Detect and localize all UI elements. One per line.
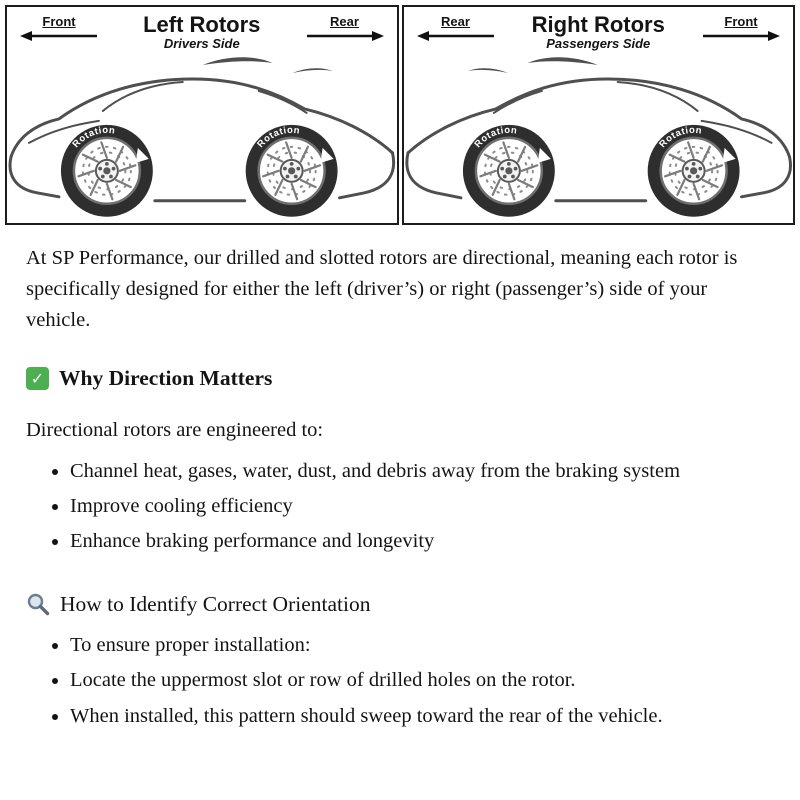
panel-title: Right Rotors — [531, 12, 665, 37]
heading-text: Why Direction Matters — [59, 366, 273, 391]
left-panel-header — [7, 7, 397, 51]
magnifier-icon — [26, 592, 50, 616]
front-label: Front — [42, 14, 76, 29]
right-arrow-icon — [701, 30, 781, 42]
benefits-list — [26, 456, 774, 557]
front-rotor — [647, 125, 739, 217]
how-to-identify-heading — [26, 588, 774, 621]
panel-subtitle: Drivers Side — [163, 36, 240, 52]
heading-text: How to Identify Correct Orientation — [60, 591, 371, 616]
rear-direction-indicator — [412, 13, 500, 42]
rear-label: Rear — [330, 14, 359, 29]
front-direction-indicator — [697, 13, 785, 42]
list-item: • Channel heat, gases, water, dust, and debris away from the braking system — [70, 456, 774, 487]
rotation-label: Rotation — [656, 124, 703, 151]
left-arrow-icon — [19, 30, 99, 42]
rotation-label: Rotation — [255, 124, 301, 151]
lead-paragraph: Directional rotors are engineered to: — [26, 419, 324, 441]
front-direction-indicator — [15, 13, 103, 42]
car-illustration-left — [7, 51, 397, 223]
left-arrow-icon — [416, 30, 496, 42]
rotor-direction-diagram — [0, 0, 800, 225]
right-panel-header — [404, 7, 794, 51]
rear-rotor — [462, 125, 554, 217]
left-panel-titles — [103, 13, 301, 51]
rear-rotor — [246, 125, 338, 217]
left-rotors-panel — [5, 5, 399, 225]
why-direction-matters-heading — [26, 362, 774, 395]
list-item: • Locate the uppermost slot or row of drilled holes on the rotor. — [70, 665, 774, 696]
rotation-label: Rotation — [471, 124, 518, 151]
check-icon: ✓ — [26, 367, 49, 390]
right-panel-titles — [500, 13, 698, 51]
orientation-list — [26, 630, 774, 731]
list-item: • Enhance braking performance and longevity — [70, 526, 774, 557]
car-illustration-right — [404, 51, 794, 223]
car-accent-swooshes — [467, 57, 597, 73]
front-label: Front — [724, 14, 758, 29]
rotation-label: Rotation — [70, 124, 116, 151]
rear-label: Rear — [441, 14, 470, 29]
article-content — [0, 225, 800, 748]
list-item: • When installed, this pattern should sweep toward the rear of the vehicle. — [70, 701, 774, 732]
right-rotors-panel — [402, 5, 796, 225]
intro-paragraph: At SP Performance, our drilled and slotted rotors are directional, meaning each rotor is specifically designed for either the left (driver’s) or right (passenger’s) side of your vehicle. — [26, 246, 738, 332]
panel-subtitle: Passengers Side — [546, 36, 651, 52]
car-accent-swooshes — [203, 57, 333, 73]
front-rotor — [61, 125, 153, 217]
panel-title: Left Rotors — [143, 12, 261, 37]
right-arrow-icon — [305, 30, 385, 42]
list-item: • Improve cooling efficiency — [70, 491, 774, 522]
rear-direction-indicator — [301, 13, 389, 42]
list-item: • To ensure proper installation: — [70, 630, 774, 661]
